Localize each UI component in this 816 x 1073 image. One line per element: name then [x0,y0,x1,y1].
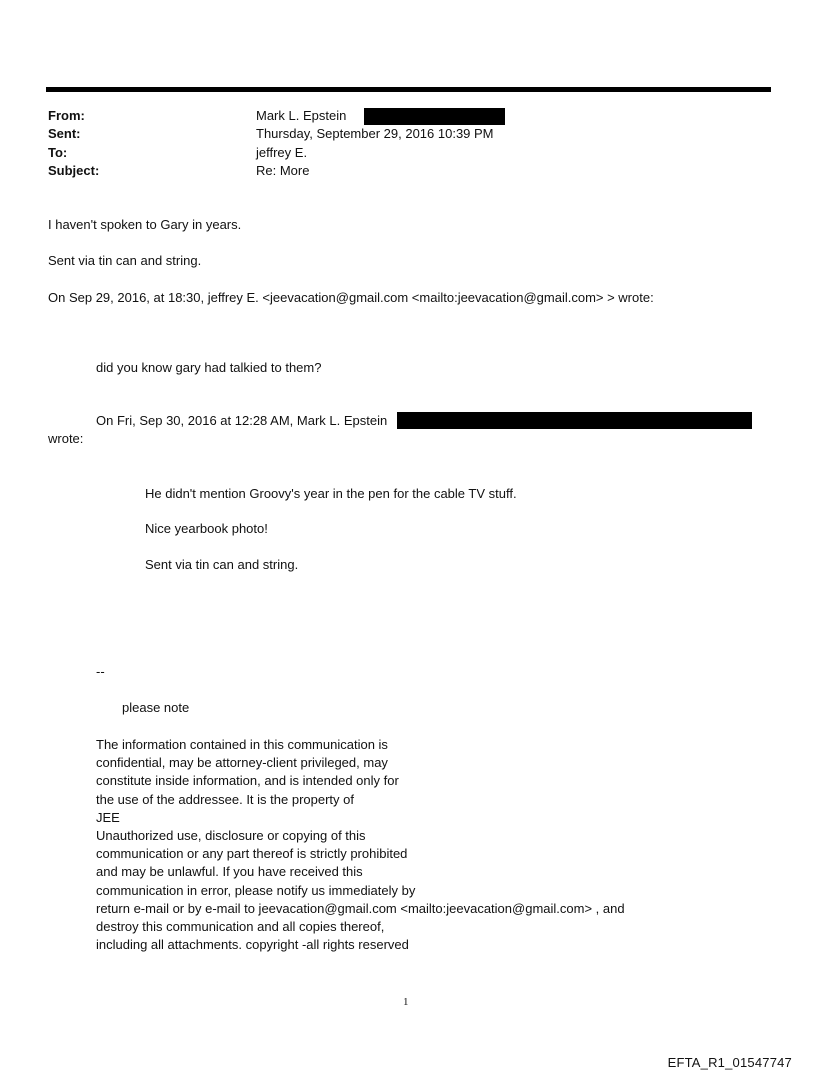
to-value: jeffrey E. [256,145,308,160]
quoted-attribution: On Fri, Sep 30, 2016 at 12:28 AM, Mark L. Epstein [96,413,388,428]
quoted-line: Nice yearbook photo! [145,521,268,536]
document-id: EFTA_R1_01547747 [667,1055,792,1070]
quoted-line: Sent via tin can and string. [145,557,299,572]
body-line: I haven't spoken to Gary in years. [48,217,242,232]
disclaimer-line: including all attachments. copyright -all rights reserved [96,937,409,953]
confidentiality-disclaimer [96,736,696,954]
disclaimer-line: communication or any part thereof is strictly prohibited [96,846,408,862]
disclaimer-line: return e-mail or by e-mail to jeevacation@gmail.com <mailto:jeevacation@gmail.com> , and [96,900,625,916]
disclaimer-line: confidential, may be attorney-client privileged, may [96,755,388,771]
from-value: Mark L. Epstein [256,108,347,123]
top-divider-rule [46,87,771,92]
sent-value: Thursday, September 29, 2016 10:39 PM [256,126,494,141]
redaction-bar [364,108,505,125]
redaction-bar [397,412,752,429]
quoted-wrote: wrote: [48,431,84,446]
signature-separator: -- [96,664,105,679]
quoted-line: He didn't mention Groovy's year in the pen for the cable TV stuff. [145,486,517,501]
from-label: From: [48,108,85,123]
subject-label: Subject: [48,163,100,178]
disclaimer-line: and may be unlawful. If you have received this [96,864,363,880]
signature-note: please note [122,700,190,715]
quoted-line: did you know gary had talkied to them? [96,360,322,375]
page-number: 1 [403,996,409,1008]
reply-attribution: On Sep 29, 2016, at 18:30, jeffrey E. <jeevacation@gmail.com <mailto:jeevacation@gmail.com> > wrote: [48,290,654,305]
disclaimer-line: the use of the addressee. It is the property of [96,791,354,807]
subject-value: Re: More [256,163,310,178]
sent-label: Sent: [48,126,81,141]
disclaimer-line: communication in error, please notify us immediately by [96,882,416,898]
disclaimer-line: constitute inside information, and is intended only for [96,773,399,789]
body-line: Sent via tin can and string. [48,253,202,268]
disclaimer-line: Unauthorized use, disclosure or copying of this [96,828,366,844]
disclaimer-line: The information contained in this communication is [96,737,388,752]
disclaimer-line: JEE [96,809,120,825]
disclaimer-line: destroy this communication and all copies thereof, [96,919,385,935]
to-label: To: [48,145,68,160]
